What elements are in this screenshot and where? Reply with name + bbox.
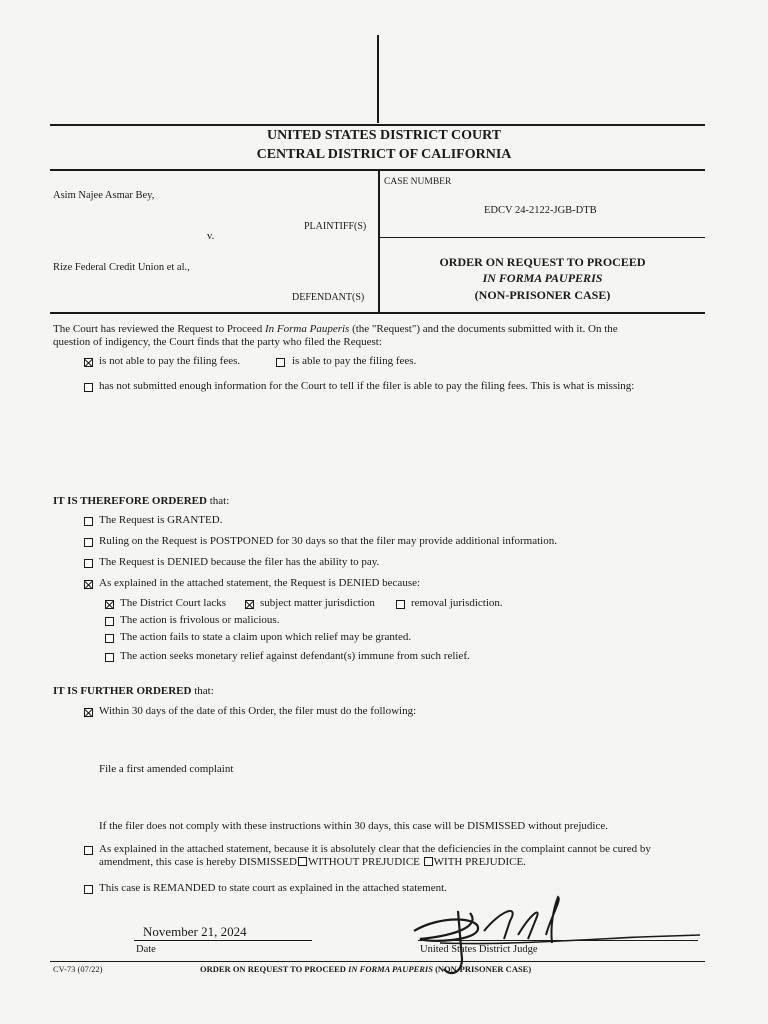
label-monetary: The action seeks monetary relief against defendant(s) immune from such relief.: [120, 650, 470, 662]
dismissed-text: amendment, this case is hereby DISMISSED: [99, 856, 297, 868]
label-postponed: Ruling on the Request is POSTPONED for 30 days so that the filer may provide additional information.: [99, 535, 557, 547]
label-dismissed-line1: As explained in the attached statement, because it is absolutely clear that the deficiencies in the complaint cannot be cured by: [99, 843, 651, 855]
checkbox-postponed[interactable]: [84, 538, 93, 547]
therefore-heading-rest: that:: [206, 495, 230, 507]
label-denied-ability: The Request is DENIED because the filer has the ability to pay.: [99, 556, 380, 568]
intro-line2: question of indigency, the Court finds that the party who filed the Request:: [53, 336, 382, 348]
intro-text-ifp: In Forma Pauperis: [265, 323, 350, 335]
intro-text-a: The Court has reviewed the Request to Proceed: [53, 323, 265, 335]
header-vertical-rule: [377, 35, 379, 123]
footer-title-b: IN FORMA PAUPERIS: [348, 964, 433, 974]
further-heading-bold: IT IS FURTHER ORDERED: [53, 685, 192, 697]
instruction-text: File a first amended complaint: [99, 763, 234, 775]
checkbox-not-submitted[interactable]: [84, 383, 93, 392]
checkbox-denied-explained[interactable]: [84, 580, 93, 589]
label-remanded: This case is REMANDED to state court as explained in the attached statement.: [99, 882, 447, 894]
caption-bottom-rule: [50, 312, 705, 314]
date-line: [134, 940, 312, 941]
checkbox-within30[interactable]: [84, 708, 93, 717]
date-value: November 21, 2024: [143, 924, 247, 939]
label-within30: Within 30 days of the date of this Order, the filer must do the following:: [99, 705, 417, 717]
order-title-line2: IN FORMA PAUPERIS: [482, 271, 603, 285]
checkbox-fails-claim[interactable]: [105, 634, 114, 643]
checkbox-subject-matter[interactable]: [245, 600, 254, 609]
label-subject-matter: subject matter jurisdiction: [260, 597, 375, 609]
label-not-submitted: has not submitted enough information for the Court to tell if the filer is able to pay the filing fees. This is what is missing:: [99, 380, 635, 392]
therefore-heading: [53, 495, 229, 507]
order-title-line3: (NON-PRISONER CASE): [474, 288, 611, 302]
checkbox-remanded[interactable]: [84, 885, 93, 894]
label-fails-claim: The action fails to state a claim upon which relief may be granted.: [120, 631, 412, 643]
checkbox-removal[interactable]: [396, 600, 405, 609]
checkbox-monetary[interactable]: [105, 653, 114, 662]
order-title-line1: ORDER ON REQUEST TO PROCEED: [439, 255, 646, 269]
checkbox-able[interactable]: [276, 358, 285, 367]
footer-rule: [50, 961, 705, 962]
footer-title: [200, 964, 531, 974]
case-number: EDCV 24-2122-JGB-DTB: [484, 205, 597, 216]
checkbox-granted[interactable]: [84, 517, 93, 526]
court-name-line2: CENTRAL DISTRICT OF CALIFORNIA: [256, 147, 512, 162]
checkbox-not-able[interactable]: [84, 358, 93, 367]
checkbox-dismissed[interactable]: [84, 846, 93, 855]
intro-text-c: (the "Request") and the documents submitted with it. On the: [349, 323, 618, 335]
checkbox-denied-ability[interactable]: [84, 559, 93, 568]
label-with-prejudice: WITH PREJUDICE.: [433, 856, 526, 868]
label-denied-explained: As explained in the attached statement, the Request is DENIED because:: [99, 577, 421, 589]
checkbox-lacks[interactable]: [105, 600, 114, 609]
label-without-prejudice: WITHOUT PREJUDICE: [307, 856, 420, 868]
date-label: Date: [136, 944, 156, 955]
label-dismissed-line2: [99, 856, 526, 868]
intro-line1: [53, 323, 618, 335]
further-heading-rest: that:: [191, 685, 214, 697]
plaintiff-label: PLAINTIFF(S): [304, 221, 367, 232]
judge-line: [418, 940, 698, 941]
further-heading: [53, 685, 214, 697]
court-name-line1: UNITED STATES DISTRICT COURT: [266, 128, 502, 143]
form-number: CV-73 (07/22): [53, 964, 103, 974]
defendant-label: DEFENDANT(S): [292, 292, 365, 303]
plaintiff-name: Asim Najee Asmar Bey,: [53, 190, 155, 201]
header-top-rule: [50, 124, 705, 126]
case-number-rule: [379, 237, 705, 238]
label-removal: removal jurisdiction.: [411, 597, 503, 609]
footer-title-a: ORDER ON REQUEST TO PROCEED: [200, 964, 349, 974]
label-frivolous: The action is frivolous or malicious.: [120, 614, 280, 626]
defendant-name: Rize Federal Credit Union et al.,: [53, 262, 190, 273]
checkbox-with-prejudice[interactable]: [424, 857, 433, 866]
checkbox-without-prejudice[interactable]: [298, 857, 307, 866]
label-lacks: The District Court lacks: [120, 597, 227, 609]
not-comply-text: If the filer does not comply with these instructions within 30 days, this case will be DISMISSED without prejudice.: [99, 820, 608, 832]
therefore-heading-bold: IT IS THEREFORE ORDERED: [53, 495, 207, 507]
label-not-able: is not able to pay the filing fees.: [99, 355, 241, 367]
versus: v.: [207, 231, 215, 242]
checkbox-frivolous[interactable]: [105, 617, 114, 626]
judge-label: United States District Judge: [420, 944, 538, 955]
case-number-label: CASE NUMBER: [384, 177, 452, 187]
label-granted: The Request is GRANTED.: [99, 514, 223, 526]
label-able: is able to pay the filing fees.: [292, 355, 417, 367]
footer-title-c: (NON-PRISONER CASE): [432, 964, 532, 974]
